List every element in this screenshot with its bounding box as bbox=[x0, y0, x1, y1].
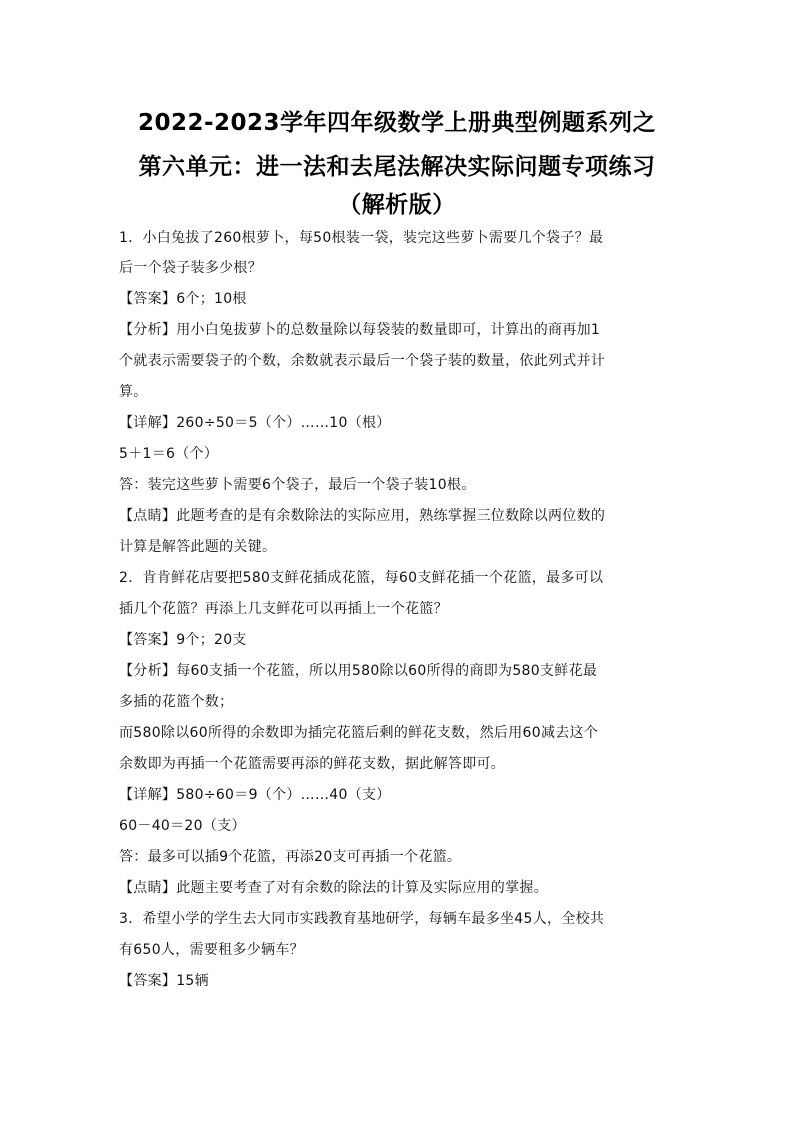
q1-solution-line-1: 【详解】260÷50＝5（个）……10（根） bbox=[119, 415, 391, 431]
q2-analysis-line-3: 而580除以60所得的余数即为插完花篮后剩的鲜花支数，然后用60减去这个 bbox=[119, 725, 599, 741]
q1-answer: 【答案】6个；10根 bbox=[119, 291, 247, 307]
q2-analysis-line-1: 【分析】每60支插一个花篮，所以用580除以60所得的商即为580支鲜花最 bbox=[119, 663, 598, 679]
q2-answer: 【答案】9个；20支 bbox=[119, 632, 247, 648]
q2-reply: 答：最多可以插9个花篮，再添20支可再插一个花篮。 bbox=[119, 849, 462, 865]
q2-question-line-1: 2．肯肯鲜花店要把580支鲜花插成花篮，每60支鲜花插一个花篮，最多可以 bbox=[119, 570, 604, 586]
q2-solution-line-1: 【详解】580÷60＝9（个）……40（支） bbox=[119, 787, 391, 803]
title-line-3: （解析版） bbox=[338, 192, 456, 218]
q1-analysis-line-3: 算。 bbox=[119, 384, 148, 400]
q1-analysis-line-2: 个就表示需要袋子的个数，余数就表示最后一个袋子装的数量，依此列式并计 bbox=[119, 353, 606, 369]
q2-analysis-line-4: 余数即为再插一个花篮需要再添的鲜花支数，据此解答即可。 bbox=[119, 756, 506, 772]
q3-question-line-1: 3．希望小学的学生去大同市实践教育基地研学，每辆车最多坐45人，全校共 bbox=[119, 911, 605, 927]
q1-analysis-line-1: 【分析】用小白兔拔萝卜的总数量除以每袋装的数量即可，计算出的商再加1 bbox=[119, 322, 601, 338]
q1-question-line-1: 1．小白兔拔了260根萝卜，每50根装一袋，装完这些萝卜需要几个袋子？最 bbox=[119, 230, 604, 246]
q1-reply: 答：装完这些萝卜需要6个袋子，最后一个袋子装10根。 bbox=[119, 477, 476, 493]
q2-analysis-line-2: 多插的花篮个数； bbox=[119, 694, 234, 710]
q1-comment-line-1: 【点睛】此题考查的是有余数除法的实际应用，熟练掌握三位数除以两位数的 bbox=[119, 508, 606, 524]
q2-question-line-2: 插几个花篮？再添上几支鲜花可以再插上一个花篮？ bbox=[119, 601, 448, 617]
q1-comment-line-2: 计算是解答此题的关键。 bbox=[119, 539, 277, 555]
q2-solution-line-2: 60－40＝20（支） bbox=[119, 818, 246, 834]
title-line-2: 第六单元：进一法和去尾法解决实际问题专项练习 bbox=[138, 154, 656, 180]
q3-question-line-2: 有650人，需要租多少辆车？ bbox=[119, 942, 304, 958]
q3-answer: 【答案】15辆 bbox=[119, 973, 209, 989]
q1-solution-line-2: 5＋1＝6（个） bbox=[119, 446, 219, 462]
q2-comment: 【点睛】此题主要考查了对有余数的除法的计算及实际应用的掌握。 bbox=[119, 880, 548, 896]
q1-question-line-2: 后一个袋子装多少根？ bbox=[119, 260, 262, 276]
title-line-1: 2022-2023学年四年级数学上册典型例题系列之 bbox=[137, 110, 657, 136]
